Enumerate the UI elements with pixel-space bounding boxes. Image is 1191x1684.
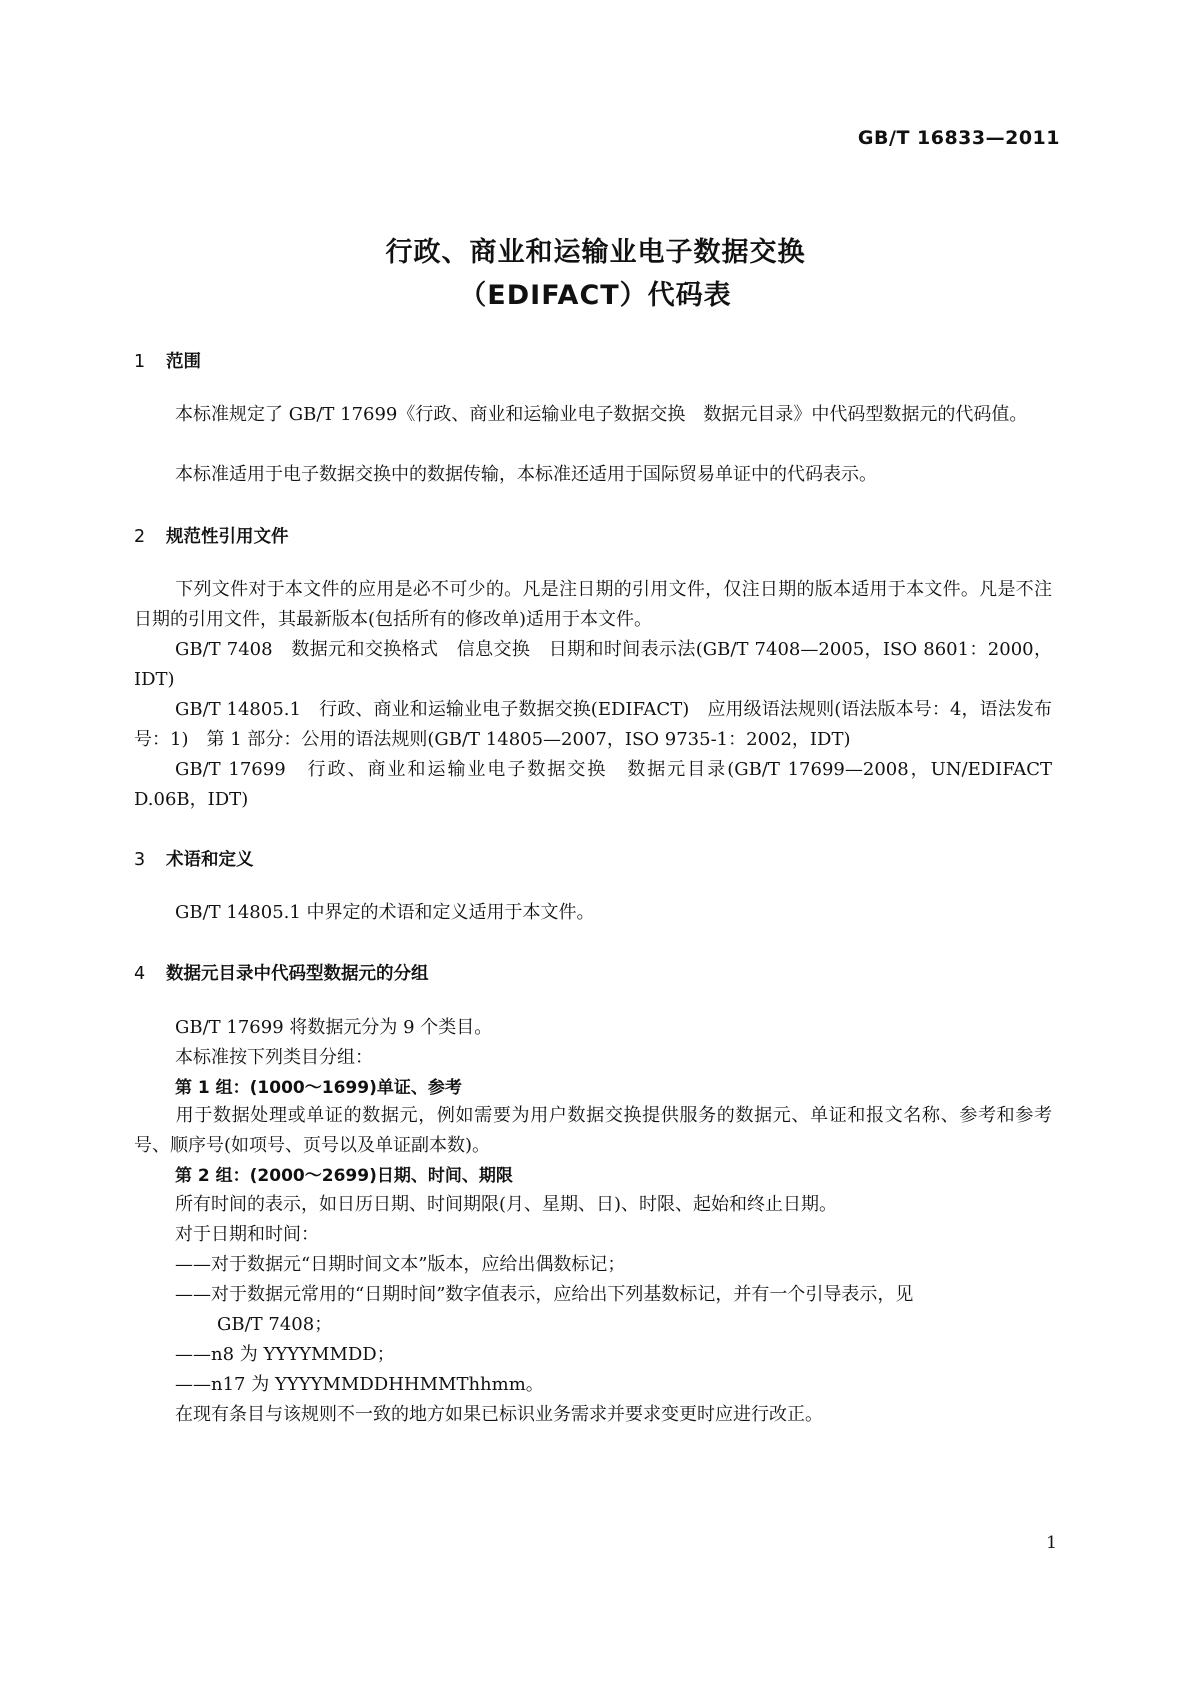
reference-gbt-17699 <box>134 755 1052 815</box>
standard-code: GB/T 16833—2011 <box>857 127 1060 149</box>
reference-gbt-14805-1-text: GB/T 14805.1 行政、商业和运输业电子数据交换(EDIFACT) 应用级语法规则(语法版本号：4，语法发布号：1) 第 1 部分：公用的语法规则(GB/T 14805—2007，ISO 9735-1：2002，IDT) <box>134 699 1052 750</box>
section-1-paragraph-1-text: 本标准规定了 GB/T 17699《行政、商业和运输业电子数据交换 数据元目录》中代码型数据元的代码值。 <box>175 404 1028 425</box>
reference-gbt-7408 <box>134 635 1052 695</box>
group-1-description-text: 用于数据处理或单证的数据元，例如需要为用户数据交换提供服务的数据元、单证和报文名称、参考和参考号、顺序号(如项号、页号以及单证副本数)。 <box>134 1105 1052 1156</box>
reference-gbt-7408-text: GB/T 7408 数据元和交换格式 信息交换 日期和时间表示法(GB/T 7408—2005，ISO 8601：2000，IDT) <box>134 639 1052 690</box>
section-4-number: 4 <box>134 964 146 984</box>
section-3-title: 术语和定义 <box>166 850 254 870</box>
section-1-paragraph-1 <box>134 400 1052 430</box>
group-1-title: 第 1 组：(1000～1699)单证、参考 <box>175 1078 462 1098</box>
section-1-paragraph-2 <box>134 460 1052 490</box>
section-3-number: 3 <box>134 850 146 870</box>
reference-gbt-14805-1 <box>134 695 1052 755</box>
group-2-description: 所有时间的表示，如日历日期、时间期限(月、星期、日)、时限、起始和终止日期。 <box>175 1194 838 1215</box>
section-3-paragraph-1 <box>134 898 1052 928</box>
section-1-paragraph-2-text: 本标准适用于电子数据交换中的数据传输，本标准还适用于国际贸易单证中的代码表示。 <box>175 464 877 485</box>
dash-item-2-line-2: GB/T 7408； <box>217 1314 333 1335</box>
document-title-line2: （EDIFACT）代码表 <box>459 280 732 311</box>
section-3-paragraph-1-text: GB/T 14805.1 中界定的术语和定义适用于本文件。 <box>175 902 595 923</box>
section-2-title: 规范性引用文件 <box>166 527 289 547</box>
dash-item-2-line-1: ——对于数据元常用的“日期时间”数字值表示，应给出下列基数标记，并有一个引导表示，见 <box>175 1284 914 1305</box>
section-4-line-2: 本标准按下列类目分组： <box>175 1047 373 1068</box>
reference-gbt-17699-text: GB/T 17699 行政、商业和运输业电子数据交换 数据元目录(GB/T 17699—2008，UN/EDIFACT D.06B，IDT) <box>134 759 1052 810</box>
section-1-title: 范围 <box>166 352 201 372</box>
dash-item-2 <box>175 1280 1052 1340</box>
section-4-title: 数据元目录中代码型数据元的分组 <box>166 964 429 984</box>
group-1-description <box>134 1101 1052 1161</box>
section-2-number: 2 <box>134 527 146 547</box>
section-3-heading <box>134 846 254 871</box>
section-2-heading <box>134 523 289 548</box>
section-4-line-1: GB/T 17699 将数据元分为 9 个类目。 <box>175 1017 493 1038</box>
section-1-number: 1 <box>134 352 146 372</box>
group-2-title: 第 2 组：(2000～2699)日期、时间、期限 <box>175 1166 513 1186</box>
dash-item-4: ——n17 为 YYYYMMDDHHMMThhmm。 <box>175 1374 544 1395</box>
section-2-paragraph-1 <box>134 575 1052 635</box>
group-2-subheading: 对于日期和时间： <box>175 1224 319 1245</box>
section-4-closing-line: 在现有条目与该规则不一致的地方如果已标识业务需求并要求变更时应进行改正。 <box>175 1404 823 1425</box>
section-4-heading <box>134 960 429 985</box>
section-2-paragraph-1-text: 下列文件对于本文件的应用是必不可少的。凡是注日期的引用文件，仅注日期的版本适用于本文件。凡是不注日期的引用文件，其最新版本(包括所有的修改单)适用于本文件。 <box>134 579 1052 630</box>
document-title-line1: 行政、商业和运输业电子数据交换 <box>385 237 806 268</box>
page-number: 1 <box>1046 1533 1057 1553</box>
dash-item-3: ——n8 为 YYYYMMDD； <box>175 1344 395 1365</box>
section-1-heading <box>134 348 201 373</box>
dash-item-1: ——对于数据元“日期时间文本”版本，应给出偶数标记； <box>175 1254 626 1275</box>
